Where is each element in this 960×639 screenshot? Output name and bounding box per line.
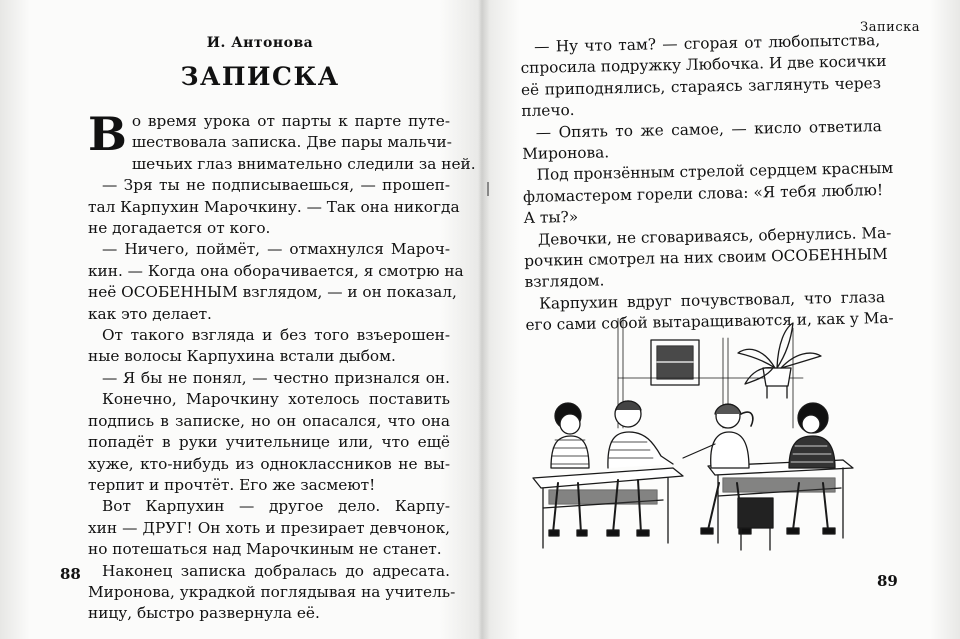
- text-line: шествовала записка. Две пары мальчи-: [131, 133, 452, 152]
- text-line: Девочки, не сговариваясь, обернулись. Ма-: [537, 223, 892, 249]
- left-page: [60, 0, 476, 639]
- right-page-text: [520, 30, 894, 337]
- text-line: — Зря ты не подписываешься, — прошеп-: [102, 176, 450, 195]
- left-page-text: [88, 107, 476, 625]
- text-line: Миронова.: [522, 143, 610, 164]
- text-line: А ты?»: [523, 208, 579, 228]
- text-line: её приподнялись, стараясь заглянуть через: [520, 73, 882, 99]
- girl-dark-hair-figure: [787, 403, 835, 534]
- text-line: Конечно, Марочкину хотелось поставить: [102, 390, 450, 409]
- story-title: ЗАПИСКА: [180, 62, 340, 91]
- text-line: От такого взгляда и без того взъерошен-: [102, 326, 450, 345]
- text-line: попадёт в руки учительнице или, что ещё: [88, 433, 450, 452]
- text-line: ницу, быстро развернула её.: [88, 604, 320, 623]
- text-line: фломастером горели слова: «Я тебя люблю!: [522, 180, 884, 206]
- page-number: 89: [877, 572, 898, 590]
- text-line: Под пронзённым стрелой сердцем красным: [536, 159, 894, 185]
- text-line: терпит и прочтёт. Его же засмеют!: [88, 475, 376, 494]
- text-line: как это делает.: [88, 304, 212, 323]
- classroom-illustration: [523, 318, 863, 558]
- boy-curly-figure: [549, 403, 589, 536]
- plant-icon: [738, 323, 821, 398]
- author-name: И. Антонова: [206, 35, 314, 51]
- drop-cap: В: [88, 107, 127, 161]
- text-line: Карпухин вдруг почувствовал, что глаза: [538, 287, 886, 313]
- text-line: Вот Карпухин — другое дело. Карпу-: [102, 497, 450, 516]
- text-line: рочкин смотрел на них своим ОСОБЕННЫМ: [524, 245, 888, 271]
- text-line: о время урока от парты к парте путе-: [131, 112, 450, 130]
- text-line: не догадается от кого.: [88, 219, 271, 238]
- spine-shadow: [487, 182, 489, 196]
- text-line: Наконец записка добралась до адресата.: [102, 561, 450, 580]
- text-line: — Ничего, поймёт, — отмахнулся Мароч-: [102, 240, 450, 259]
- running-head: Записка: [860, 20, 920, 35]
- text-line: взглядом.: [524, 271, 605, 292]
- text-line: ные волосы Карпухина встали дыбом.: [88, 347, 396, 366]
- text-line: подпись в записке, но он опасался, что она: [88, 411, 450, 430]
- text-line: — Ну что там? — сгорая от любопытства,: [534, 31, 881, 56]
- text-line: шечьих глаз внимательно следили за ней.: [131, 154, 476, 173]
- right-page: [515, 0, 920, 639]
- text-line: — Я бы не понял, — честно признался он.: [102, 368, 450, 387]
- page-number: 88: [60, 565, 81, 583]
- text-line: Миронова, украдкой поглядывая на учитель-: [88, 582, 456, 601]
- text-line: неё ОСОБЕННЫМ взглядом, — и он показал,: [88, 283, 457, 302]
- chair: [738, 498, 773, 550]
- text-line: его сами собой вытаращиваются и, как у Ма-: [525, 309, 894, 335]
- text-line: — Опять то же самое, — кисло ответила: [535, 116, 882, 142]
- text-line: но потешаться над Марочкиным не станет.: [88, 540, 442, 559]
- text-line: кин. — Когда она оборачивается, я смотрю на: [88, 261, 464, 280]
- text-line: хин — ДРУГ! Он хоть и презирает девчонок,: [88, 518, 450, 537]
- text-line: спросила подружку Любочка. И две косички: [520, 52, 887, 78]
- text-line: тал Карпухин Марочкину. — Так она никогда: [88, 197, 460, 216]
- text-line: плечо.: [521, 101, 575, 121]
- text-line: хуже, кто-нибудь из одноклассников не вы-: [88, 454, 450, 473]
- wall-frame: [651, 340, 699, 385]
